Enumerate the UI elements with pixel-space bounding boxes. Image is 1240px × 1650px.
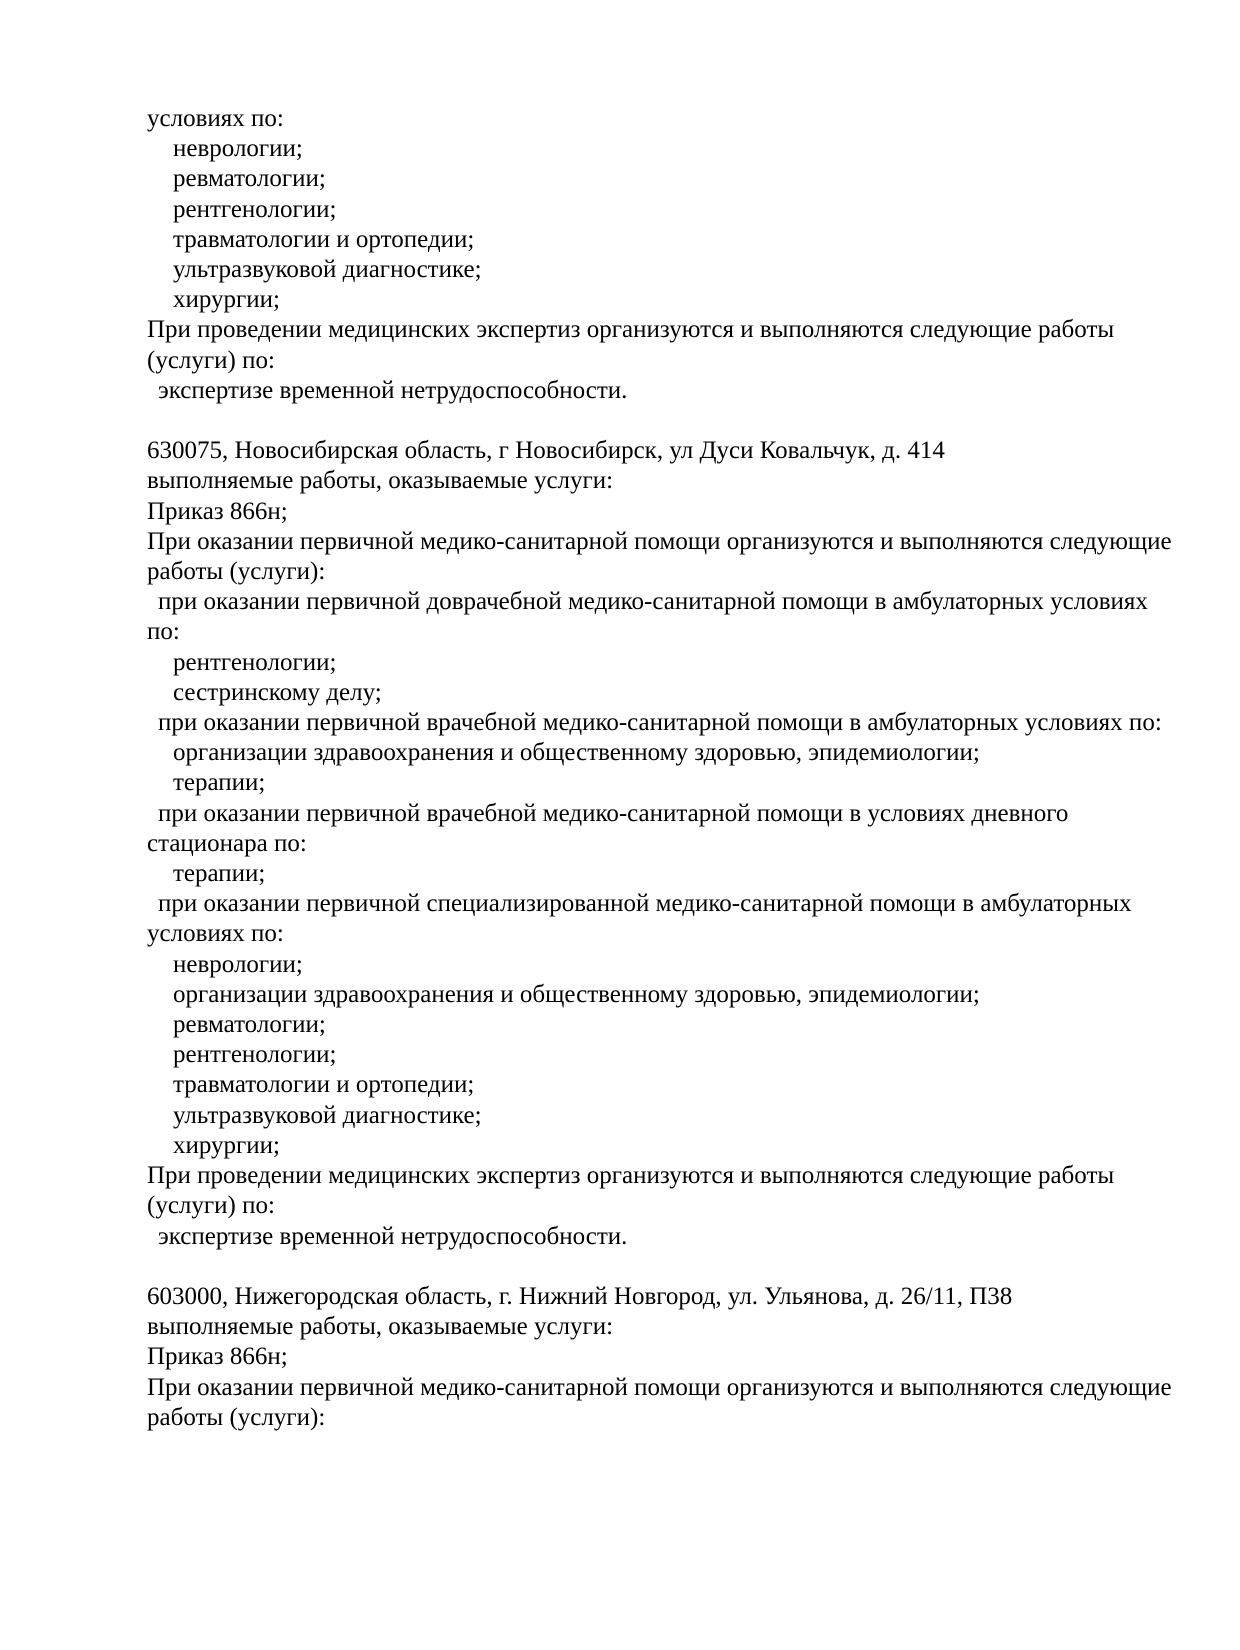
doc-line: при оказании первичной доврачебной медико-санитарной помощи в амбулаторных условиях [158, 588, 1148, 616]
doc-line: стационара по: [147, 829, 307, 857]
doc-line: по: [147, 618, 180, 646]
doc-line: условиях по: [147, 920, 284, 948]
doc-line: организации здравоохранения и общественному здоровью, эпидемиологии; [173, 980, 980, 1008]
doc-line: ультразвуковой диагностике; [173, 1101, 482, 1129]
doc-line: хирургии; [173, 286, 281, 314]
doc-line: Приказ 866н; [147, 497, 288, 525]
doc-line: работы (услуги): [147, 1403, 326, 1431]
doc-line: при оказании первичной специализированной медико-санитарной помощи в амбулаторных [158, 890, 1132, 918]
doc-line: при оказании первичной врачебной медико-санитарной помощи в условиях дневного [158, 799, 1069, 827]
doc-line: условиях по: [147, 105, 284, 132]
doc-line: при оказании первичной врачебной медико-санитарной помощи в амбулаторных условиях по: [158, 709, 1162, 737]
doc-line: работы (услуги): [147, 558, 326, 586]
doc-line: При проведении медицинских экспертиз организуются и выполняются следующие работы [147, 316, 1115, 344]
doc-line: травматологии и ортопедии; [173, 1071, 475, 1099]
doc-line: рентгенологии; [173, 648, 337, 676]
doc-line: При проведении медицинских экспертиз организуются и выполняются следующие работы [147, 1162, 1115, 1190]
doc-line: выполняемые работы, оказываемые услуги: [147, 1313, 614, 1341]
doc-line: неврологии; [173, 135, 303, 163]
doc-blank-line [147, 1252, 1157, 1282]
doc-line: организации здравоохранения и общественному здоровью, эпидемиологии; [173, 739, 980, 767]
doc-line: экспертизе временной нетрудоспособности. [158, 376, 628, 404]
doc-line: терапии; [173, 769, 266, 797]
doc-line-address: 630075, Новосибирская область, г Новосибирск, ул Дуси Ковальчук, д. 414 [147, 437, 945, 465]
doc-line: При оказании первичной медико-санитарной помощи организуются и выполняются следующие [147, 527, 1172, 555]
doc-line: ультразвуковой диагностике; [173, 256, 482, 284]
doc-line: терапии; [173, 860, 266, 888]
doc-line: Приказ 866н; [147, 1343, 288, 1371]
doc-line-address: 603000, Нижегородская область, г. Нижний Новгород, ул. Ульянова, д. 26/11, П38 [147, 1282, 1013, 1310]
doc-line: неврологии; [173, 950, 303, 978]
doc-line: (услуги) по: [147, 1192, 275, 1220]
doc-line: сестринскому делу; [173, 678, 382, 706]
doc-line: (услуги) по: [147, 346, 275, 374]
doc-line: выполняемые работы, оказываемые услуги: [147, 467, 614, 495]
doc-line: ревматологии; [173, 165, 326, 193]
doc-line: При оказании первичной медико-санитарной помощи организуются и выполняются следующие [147, 1373, 1172, 1401]
doc-blank-line [147, 406, 1157, 436]
doc-line: рентгенологии; [173, 195, 337, 223]
doc-line: хирургии; [173, 1131, 281, 1159]
doc-line: экспертизе временной нетрудоспособности. [158, 1222, 628, 1250]
doc-line: рентгенологии; [173, 1041, 337, 1069]
doc-line: травматологии и ортопедии; [173, 225, 475, 253]
doc-line: ревматологии; [173, 1011, 326, 1039]
document-text-block [147, 104, 1172, 1433]
